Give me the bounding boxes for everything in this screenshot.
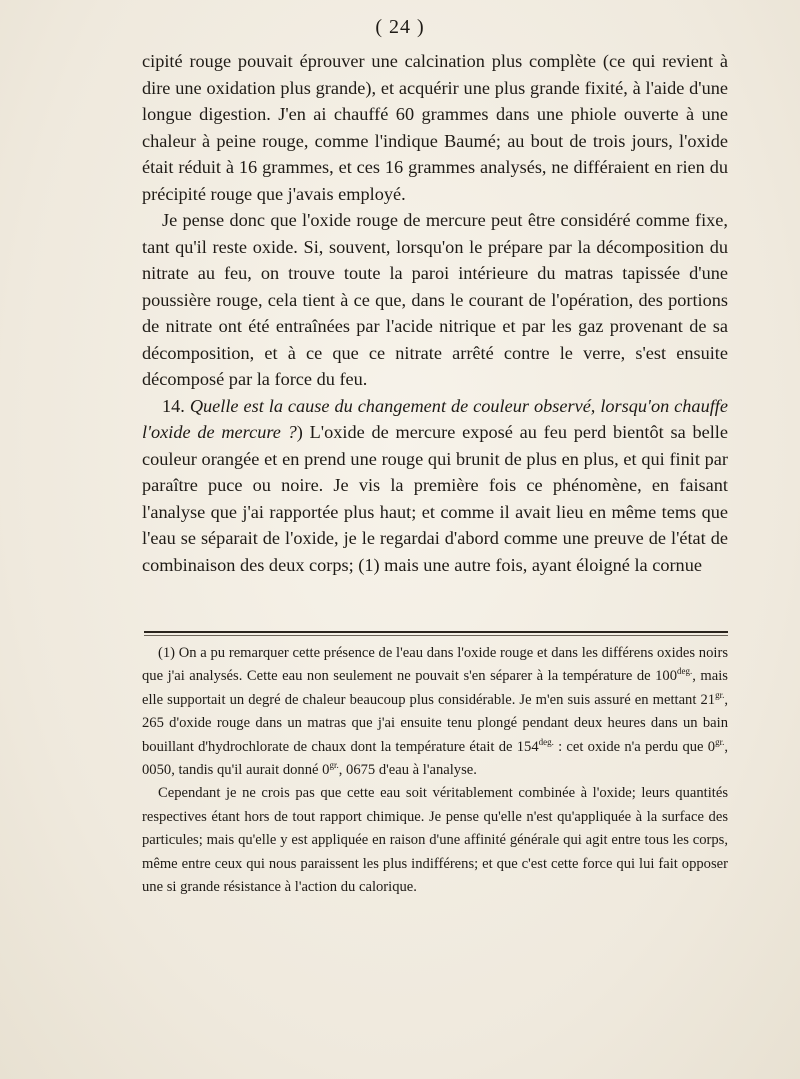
footnote-text: , 0675 d'eau à l'analyse. [338, 762, 477, 779]
superscript: gr. [329, 760, 339, 771]
footnote-text: , mais elle supportait un degré de chaleur beaucoup plus considérable. Je m'en suis assuré en mettant 21 [142, 668, 728, 708]
footnote-rule-thin [144, 635, 728, 636]
paragraph-3 [142, 393, 728, 579]
footnote-text: (1) On a pu remarquer cette présence de l'eau dans l'oxide rouge et dans les différens oxides noirs que j'ai analysés. Cette eau non seulement ne pouvait s'en séparer à la température de 100 [142, 645, 728, 685]
footnote-text: , 0050, tandis qu'il aurait donné 0 [142, 738, 728, 779]
footnote-text: , 265 d'oxide rouge dans un matras que j'ai ensuite tenu plongé pendant deux heures dans un bain bouillant d'hydrochlorate de chaux dont la température était de 154 [142, 691, 728, 755]
superscript: deg. [538, 736, 554, 747]
footnote-text: : cet oxide n'a perdu que 0 [553, 738, 716, 755]
superscript: gr. [715, 689, 725, 700]
superscript: deg. [677, 666, 693, 677]
paragraph-3-text: ) L'oxide de mercure exposé au feu perd bientôt sa belle couleur orangée et en prend une rouge qui brunit de plus en plus, et qui finit par paraître puce ou noire. Je vis la première fois ce phénomène, en faisant l'analyse que j'ai rapportée plus haut; et comme il avait lieu en même tems que l'eau se séparait de l'oxide, je le regardai d'abord comme une preuve de l'état de combinaison des deux corps; (1) mais une autre fois, ayant éloigné la cornue [142, 422, 728, 575]
footnote-rule [144, 631, 728, 633]
footnote-paragraph-2: Cependant je ne crois pas que cette eau soit véritablement combinée à l'oxide; leurs quantités respectives étant hors de tout rapport chimique. Je pense qu'elle n'est qu'appliquée à la surface des particules; mais qu'elle y est appliquée en raison d'une affinité générale qui agit entre tous les corps, même entre ceux qui nous paraissent les plus indifférens; et que c'est cette force qui lui fait opposer une si grande résistance à l'action du calorique. [142, 785, 728, 896]
page-number: ( 24 ) [375, 16, 425, 38]
paragraph-2: Je pense donc que l'oxide rouge de mercure peut être considéré comme fixe, tant qu'il reste oxide. Si, souvent, lorsqu'on le prépare par la décomposition du nitrate au feu, on trouve toute la paroi intérieure du matras tapissée d'une poussière rouge, cela tient à ce que, dans le courant de l'opération, des portions de nitrate ont été entraînées par l'acide nitrique et par les gaz provenant de sa décomposition, et à ce que ce nitrate arrêté contre le verre, s'est ensuite décomposé par la force du feu. [142, 210, 728, 389]
footnote-paragraph-1 [142, 642, 728, 782]
footnote [142, 642, 728, 899]
main-text [142, 48, 728, 578]
superscript: gr. [715, 736, 725, 747]
paragraph-1: cipité rouge pouvait éprouver une calcination plus complète (ce qui revient à dire une oxidation plus grande), et acquérir une plus grande fixité, à l'aide d'une longue digestion. J'en ai chauffé 60 grammes dans une phiole ouverte à une chaleur à peine rouge, comme l'indique Baumé; au bout de trois jours, l'oxide était réduit à 16 grammes, et ces 16 grammes analysés, ne différaient en rien du précipité rouge que j'avais employé. [142, 51, 728, 204]
section-question: Quelle est la cause du changement de couleur observé, lorsqu'on chauffe l'oxide de mercure ? [142, 395, 728, 442]
section-number: 14. [162, 395, 185, 416]
